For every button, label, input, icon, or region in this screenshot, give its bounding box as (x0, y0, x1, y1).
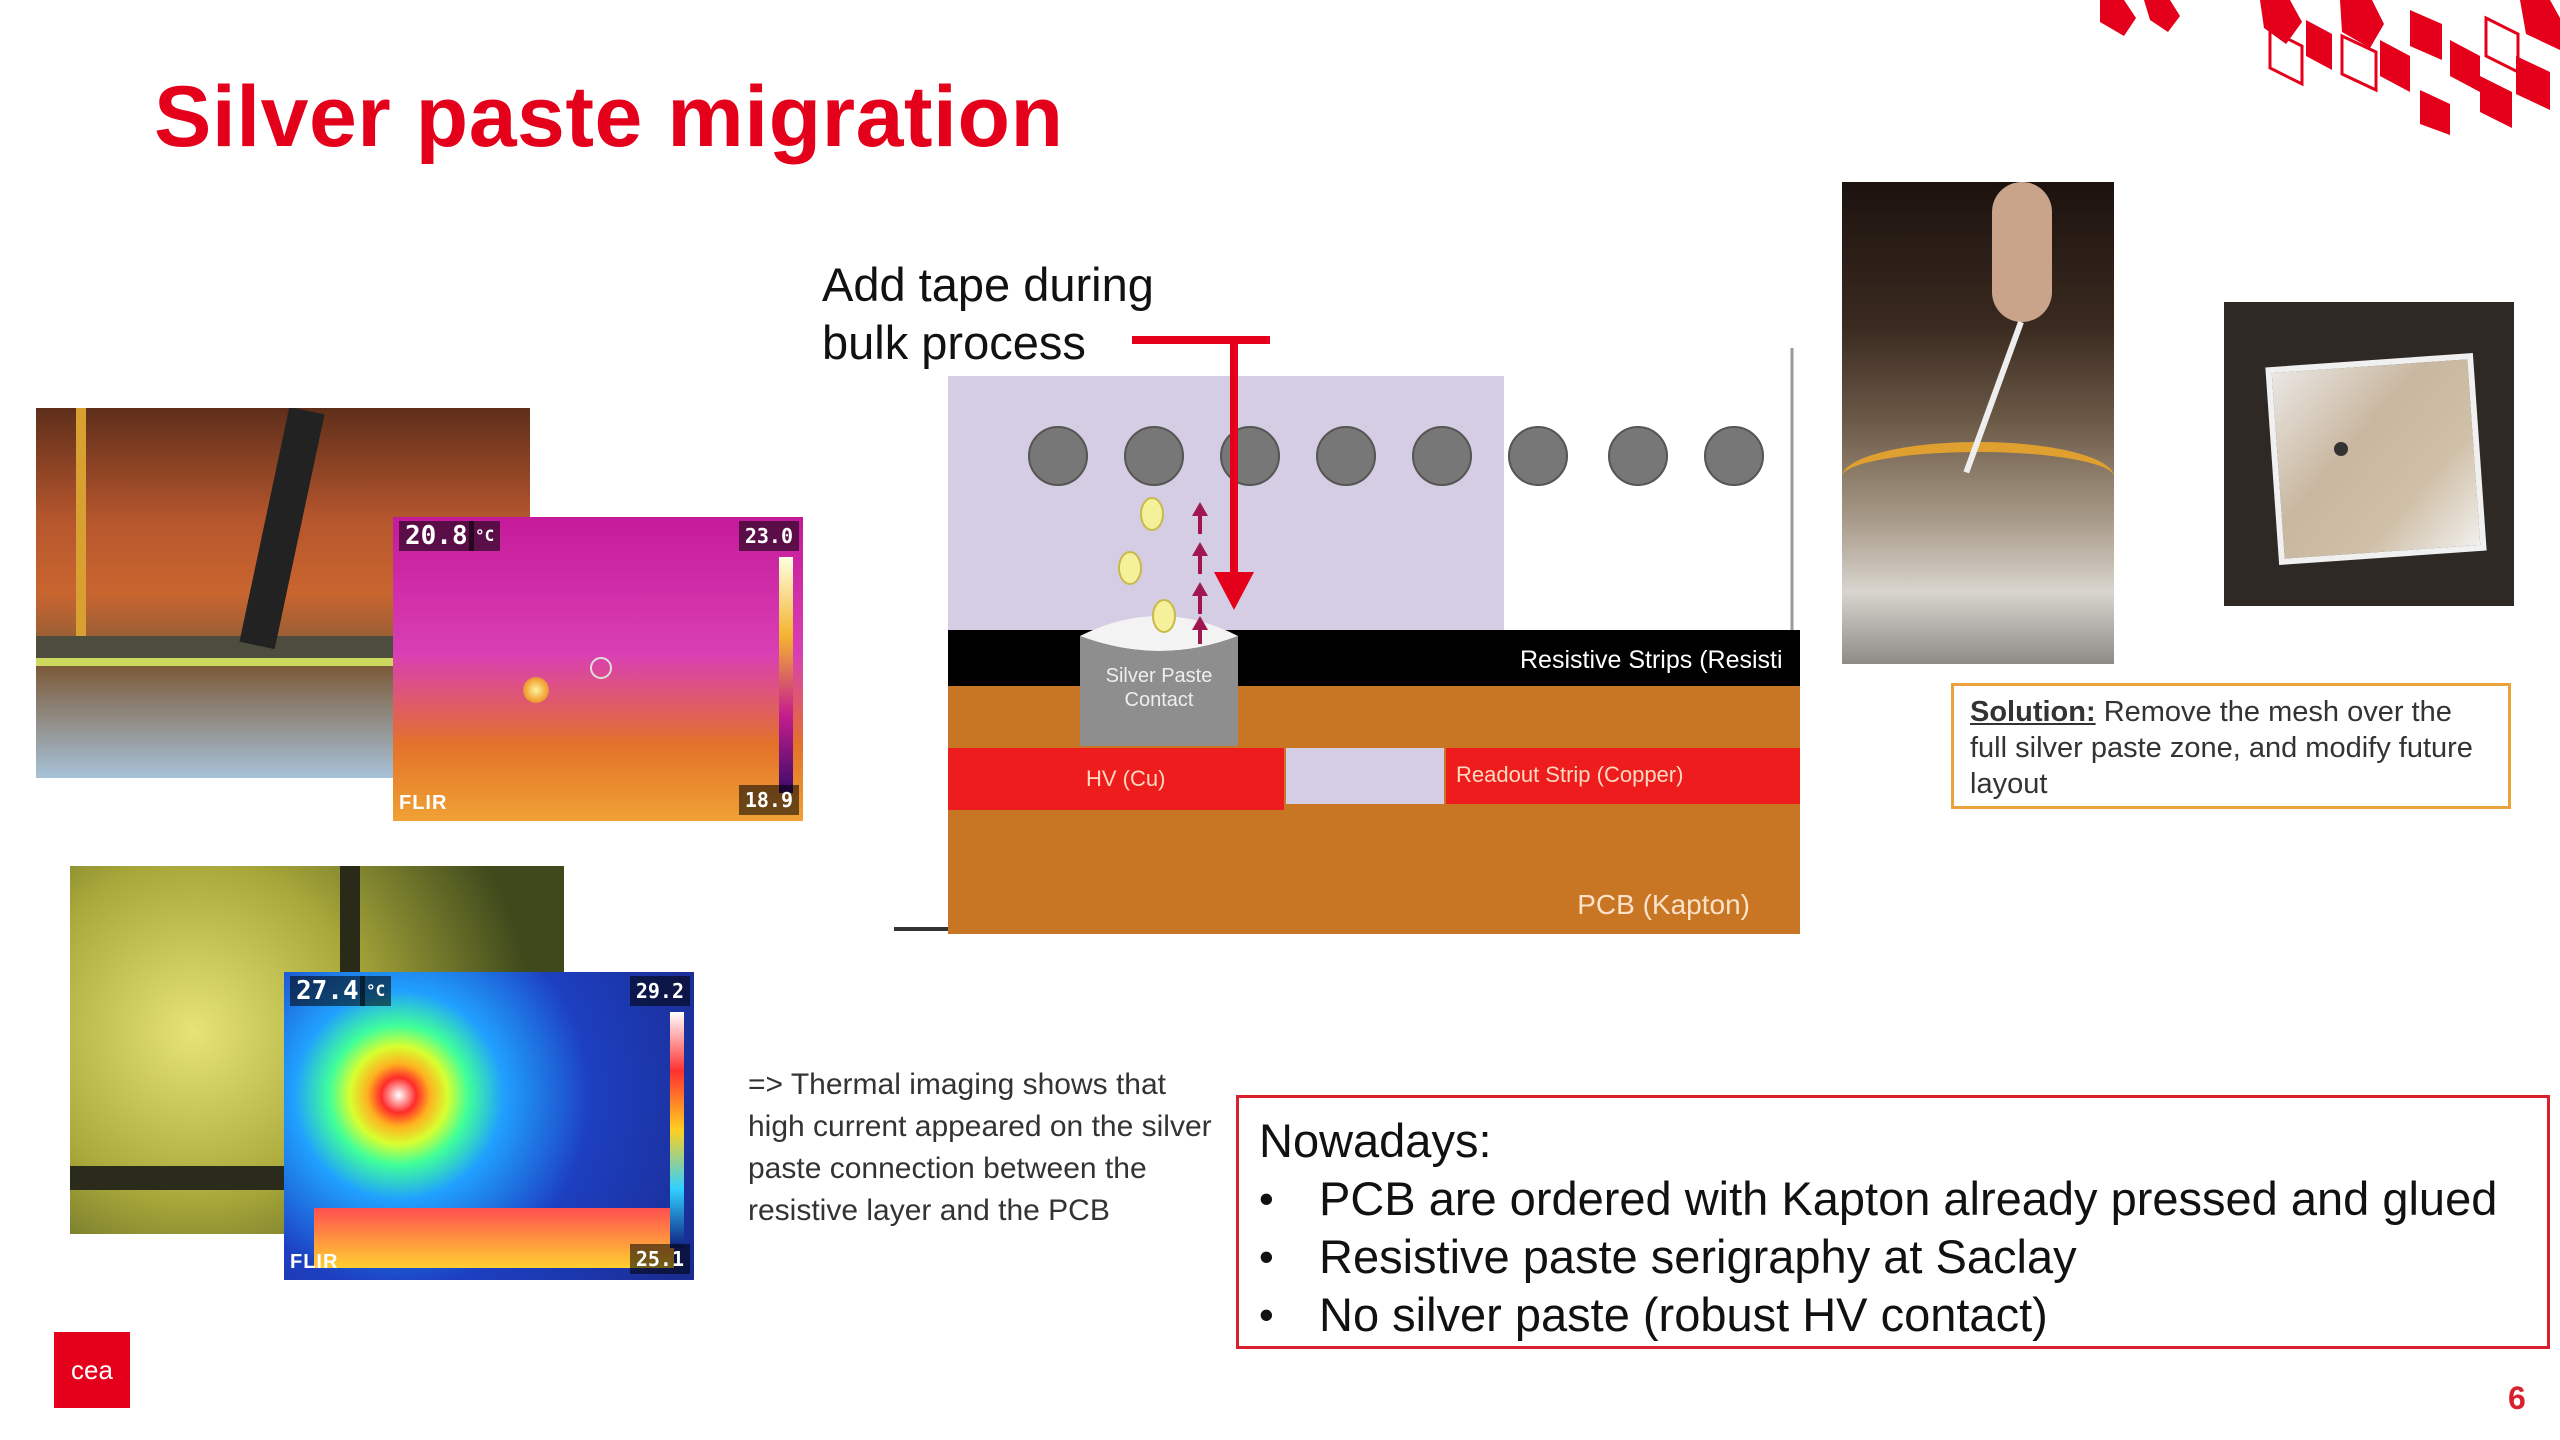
list-item: • No silver paste (robust HV contact) (1259, 1286, 2527, 1344)
flir-logo: FLIR (290, 1251, 339, 1273)
strip-gap (1286, 748, 1444, 804)
thermal-1-scale-max: 23.0 (739, 521, 799, 551)
thermal-photo-1-ir (393, 517, 803, 821)
slide-title: Silver paste migration (154, 69, 1064, 165)
page-number: 6 (2508, 1380, 2526, 1416)
readout-label: Readout Strip (Copper) (1456, 762, 1684, 787)
thermal-2-scale-min: 25.1 (630, 1244, 690, 1274)
mesh-region (948, 376, 1504, 636)
silver-paste-label-2: Contact (1124, 689, 1194, 711)
cross-section-diagram (890, 336, 1800, 936)
solution-lead: Solution: (1970, 696, 2096, 728)
nowadays-list (1259, 1170, 2527, 1344)
cea-logo: cea (54, 1332, 130, 1408)
tape-note-line-2: bulk process (822, 316, 1086, 369)
flir-logo: FLIR (399, 792, 448, 814)
photo-probe-cylinder (1842, 182, 2114, 664)
silver-paste-label-1: Silver Paste (1105, 665, 1213, 687)
photo-tape-sample (2224, 302, 2514, 606)
thermal-2-scale-max: 29.2 (630, 976, 690, 1006)
decorative-cube-pattern (2080, 0, 2560, 135)
list-item: • Resistive paste serigraphy at Saclay (1259, 1228, 2527, 1286)
thermal-1-spot-temp: 20.8 (399, 521, 474, 551)
list-item: • PCB are ordered with Kapton already pressed and glued (1259, 1170, 2527, 1228)
nowadays-heading: Nowadays: (1259, 1114, 1492, 1167)
tape-note-line-1: Add tape during (822, 258, 1154, 311)
pcb-label: PCB (Kapton) (1577, 889, 1750, 920)
thermal-2-unit: °C (360, 976, 391, 1006)
thermal-1-unit: °C (469, 521, 500, 551)
thermal-photo-2-ir (284, 972, 694, 1280)
thermal-2-spot-temp: 27.4 (290, 976, 365, 1006)
thermal-imaging-note: => Thermal imaging shows that high current appeared on the silver paste connection between the resistive layer and the PCB (748, 1068, 1212, 1227)
solution-text: Remove the mesh over the full silver paste zone, and modify future layout (1970, 696, 2473, 800)
solution-box (1951, 683, 2511, 809)
thermal-1-scale-min: 18.9 (739, 785, 799, 815)
resistive-strips-label: Resistive Strips (Resisti (1520, 646, 1783, 674)
hv-label: HV (Cu) (1086, 766, 1166, 791)
nowadays-box (1236, 1095, 2550, 1349)
